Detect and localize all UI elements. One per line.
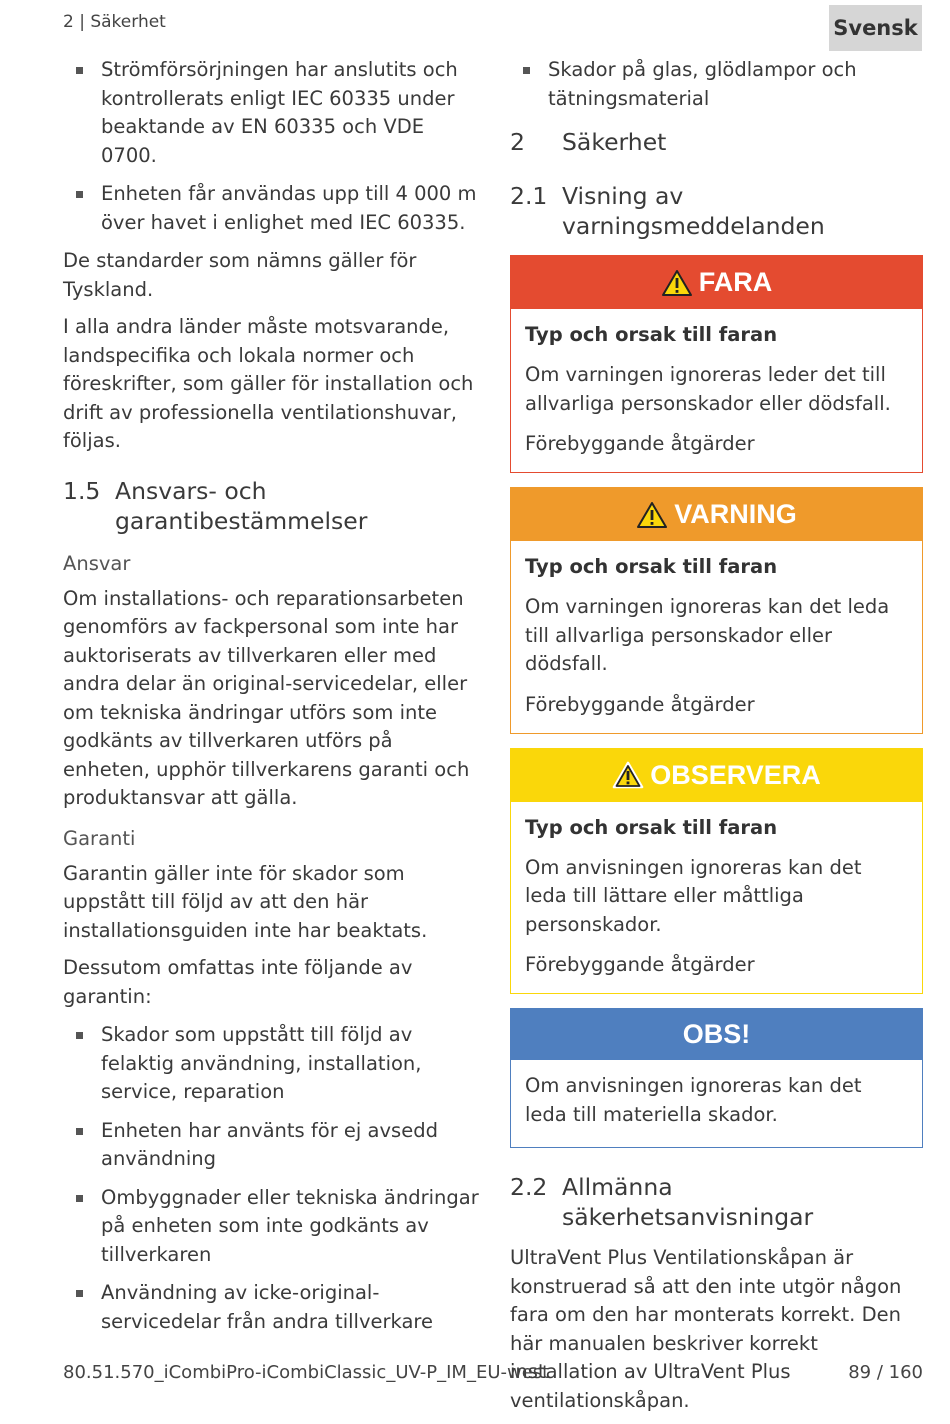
- list-item: Skador som uppstått till följd av felaktig användning, installation, service, reparation: [63, 1021, 483, 1107]
- warning-triangle-icon: [661, 269, 693, 297]
- warning-box-fara: [510, 255, 923, 473]
- section-heading-2: 2 Säkerhet: [510, 128, 667, 156]
- bullet-square-icon: [76, 191, 83, 198]
- list-item: Ombyggnader eller tekniska ändringar på enheten som inte godkänts av tillverkaren: [63, 1184, 483, 1270]
- warning-triangle-icon: [612, 761, 644, 789]
- footer-page-number: 89 / 160: [848, 1362, 923, 1383]
- footer-document-id: 80.51.570_iCombiPro-iCombiClassic_UV-P_IM_EU-west: [63, 1362, 550, 1383]
- notice-box-obs: [510, 1008, 923, 1148]
- subheading-ansvar: Ansvar: [63, 551, 131, 575]
- header-section-label: 2 | Säkerhet: [63, 12, 166, 32]
- bullet-square-icon: [76, 67, 83, 74]
- hazard-text: Om varningen ignoreras leder det till allvarliga personskador eller dödsfall.: [525, 363, 891, 415]
- list-item: Enheten har använts för ej avsedd användning: [63, 1117, 483, 1174]
- hazard-cause: Typ och orsak till faran: [525, 815, 778, 839]
- list-item: Användning av icke-original-servicedelar från andra tillverkare: [63, 1279, 483, 1336]
- warning-header-observera: OBSERVERA: [511, 749, 922, 802]
- subheading-garanti: Garanti: [63, 826, 136, 850]
- warning-header-fara: FARA: [511, 256, 922, 309]
- prevention-measures: Förebyggande åtgärder: [525, 953, 755, 976]
- hazard-cause: Typ och orsak till faran: [525, 323, 778, 346]
- paragraph-standards: De standarder som nämns gäller för Tyskland.: [63, 249, 417, 301]
- paragraph-other-countries: I alla andra länder måste motsvarande, landspecifika och lokala normer och föreskrifter, som gäller för installation och drift av professionella ventilationshuvar, följas.: [63, 315, 474, 452]
- bullet-list-exclusions: [63, 1021, 483, 1336]
- warning-header-varning: VARNING: [511, 488, 922, 541]
- warning-box-observera: [510, 748, 923, 995]
- bullet-square-icon: [76, 1128, 83, 1135]
- paragraph-general-safety: UltraVent Plus Ventilationskåpan är konstruerad så att den inte utgör någon fara om den har monterats korrekt. Den här manualen beskriver korrekt installation av UltraVent Plus ventilationskåpan.: [510, 1246, 902, 1412]
- paragraph-exclusions: Dessutom omfattas inte följande av garantin:: [63, 956, 413, 1008]
- prevention-measures: Förebyggande åtgärder: [525, 692, 755, 716]
- left-column: [63, 56, 483, 1346]
- bullet-square-icon: [76, 1195, 83, 1202]
- warning-box-varning: [510, 487, 923, 734]
- bullet-square-icon: [523, 67, 530, 74]
- paragraph-liability: Om installations- och reparationsarbeten genomförs av fackpersonal som inte har auktoriserats av tillverkaren eller med andra delar än original-servicedelar, eller om tekniska ändringar utförs som inte godkänts av tillverkaren utförs på enheten, upphör tillverkarens garanti och produktansvar att gälla.: [63, 586, 470, 809]
- section-heading-2-1: 2.1 Visning av varningsmeddelanden: [510, 182, 825, 240]
- list-item: Enheten får användas upp till 4 000 m över havet i enlighet med IEC 60335.: [63, 180, 483, 237]
- section-heading-1-5: 1.5 Ansvars- och garantibestämmelser: [63, 476, 368, 535]
- warning-triangle-icon: [636, 501, 668, 529]
- hazard-cause: Typ och orsak till faran: [525, 555, 778, 578]
- language-tab: Svensk: [829, 5, 922, 51]
- list-item: Strömförsörjningen har anslutits och kontrollerats enligt IEC 60335 under beaktande av EN 60335 och VDE 0700.: [63, 56, 483, 170]
- hazard-text: Om anvisningen ignoreras kan det leda till lättare eller måttliga personskador.: [525, 855, 862, 936]
- notice-text: Om anvisningen ignoreras kan det leda till materiella skador.: [525, 1074, 862, 1126]
- bullet-list-top: [63, 56, 483, 237]
- section-heading-2-2: 2.2 Allmänna säkerhetsanvisningar: [510, 1173, 814, 1231]
- bullet-square-icon: [76, 1290, 83, 1297]
- hazard-text: Om varningen ignoreras kan det leda till allvarliga personskador eller dödsfall.: [525, 595, 890, 675]
- bullet-square-icon: [76, 1032, 83, 1039]
- list-item: Skador på glas, glödlampor och tätningsmaterial: [510, 56, 923, 113]
- prevention-measures: Förebyggande åtgärder: [525, 432, 755, 455]
- notice-header-obs: OBS!: [511, 1009, 922, 1060]
- paragraph-warranty: Garantin gäller inte för skador som uppstått till följd av att den här installationsguiden inte har beaktats.: [63, 861, 428, 942]
- right-column: [510, 56, 923, 1424]
- bullet-list-right: [510, 56, 923, 113]
